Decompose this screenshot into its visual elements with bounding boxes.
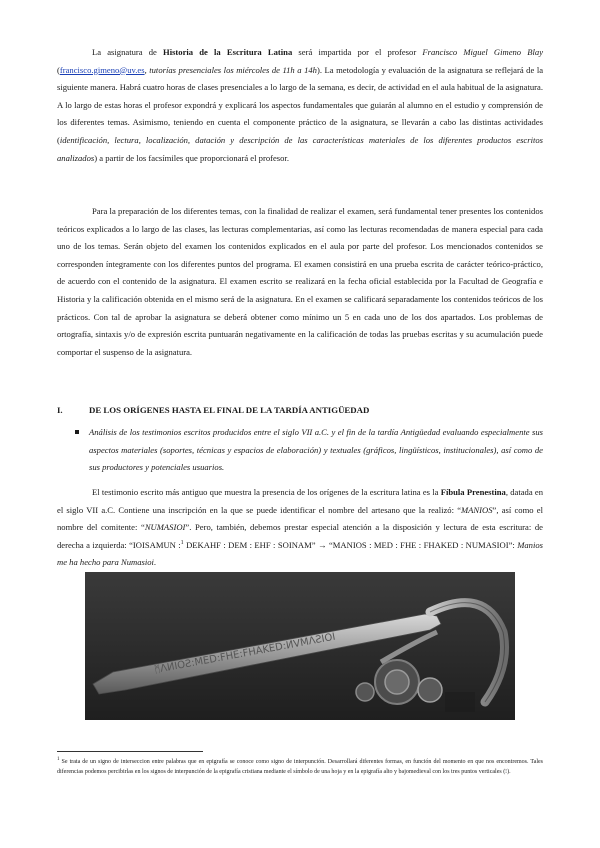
- footnote-number: 1: [57, 757, 60, 762]
- section-title: DE LOS ORÍGENES HASTA EL FINAL DE LA TARDÍA ANTIGÜEDAD: [89, 405, 370, 415]
- text-run: La asignatura de: [92, 47, 164, 57]
- bullet-text: Análisis de los testimonios escritos producidos entre el siglo VII a.C. y el fin de la tardía Antigüedad evaluando especialmente sus aspectos materiales (soportes, técnicas y espacios de elaboración) y textuales (gráficos, lingüísticos, institucionales), así como de sus productores y potenciales usuarios.: [89, 427, 543, 473]
- text-run: ”. Pero, también, debemos prestar especial atención a la disposición y lectura de esta escritura: de derecha a izquierda: “IOISAMUN :: [57, 522, 543, 550]
- activities-list: identificación, lectura, localización, datación y descripción de las características materiales de los diferentes productos escritos analizados: [57, 134, 543, 163]
- artisan-name: MANIOS: [461, 504, 493, 515]
- text-run: (: [57, 64, 60, 75]
- text-run: DEKAHF : DEM : EHF : SOINAM” → “MANIOS : MED : FHE : FHAKED : NUMASIOI”:: [183, 539, 518, 550]
- course-name: Historia de la Escritura Latina: [163, 47, 293, 57]
- square-bullet-icon: [75, 430, 79, 434]
- text-run: ”, así como el nombre del comitente: “: [57, 504, 543, 533]
- text-run: ). La metodología y evaluación de la asignatura se reflejará de la siguiente manera. Habrá cuatro horas de clases presenciales a lo largo de la semana, es decir, de actividad en el aula habitual de la asignatura. A lo largo de estas horas el profesor expondrá y explicará los aspectos fundamentales que guiarán al alumno en el estudio y comprensión de los diferentes temas. Asimismo, teniendo en cuenta el componente práctico de la asignatura, se llevarán a cabo las distintas actividades (: [57, 64, 544, 145]
- paragraph-fibula: [57, 484, 543, 572]
- footnote-divider: [57, 751, 203, 752]
- paragraph-methodology: [57, 44, 543, 167]
- fibula-name: Fíbula Prenestina: [440, 487, 506, 497]
- email-link[interactable]: francisco.gimeno@uv.es: [59, 64, 145, 75]
- footnote-text: Se trata de un signo de interseccion entre palabras que en epigrafía se conoce como signo de interpunción. Desarrollará diferentes formas, en función del momento en que nos encontremos. Tales diferencias podemos percibirlas en los signos de interpunción de la epigrafía cristiana mediante el símbolo de una hoja y en la epigrafía alto y bajomedieval con los tres puntos verticales (⁝).: [57, 759, 543, 776]
- text-run: será impartida por el profesor: [292, 47, 423, 57]
- bullet-item: [75, 424, 543, 477]
- fibula-photo: [85, 572, 515, 720]
- fibula-illustration: [85, 572, 515, 720]
- text-run: El testimonio escrito más antiguo que muestra la presencia de los orígenes de la escritura latina es la: [92, 487, 441, 497]
- footnote: [57, 757, 543, 778]
- inscription-text: ᛗΛИIOƧ:MED:FHE:FHAKED:ИVMΛƧIOI: [153, 631, 337, 676]
- footnote-reference[interactable]: 1: [180, 539, 184, 546]
- text-run: ) a partir de los facsímiles que proporcionará el profesor.: [94, 152, 289, 163]
- section-heading: [57, 403, 543, 417]
- inscription-translation: Manios me ha hecho para Numasioi: [57, 539, 543, 568]
- text-run: .: [153, 557, 157, 568]
- professor-name: Francisco Miguel Gimeno Blay: [422, 47, 544, 57]
- tutoring-schedule: tutorías presenciales los miércoles de 11h a 14h: [149, 64, 317, 75]
- text-run: ,: [144, 64, 150, 75]
- section-number: I.: [57, 405, 63, 415]
- paragraph-exam: Para la preparación de los diferentes temas, con la finalidad de realizar el examen, será fundamental tener presentes los contenidos teóricos explicados a lo largo de las clases, las lecturas complementarias, así como las lecturas recomendadas de manera especial para cada uno de los temas. Serán objeto del examen los contenidos explicados en el aula por parte del profesor. Los mencionados contenidos se corresponden íntegramente con los diferentes puntos del programa. El examen consistirá en una prueba escrita de carácter teórico-práctico, de acuerdo con el contenido de la asignatura. El examen escrito se realizará en la fecha oficial establecida por la Facultad de Geografía e Historia y la calificación obtenida en el mismo será de la asignatura. En el examen se calificará separadamente los contenidos teóricos de los prácticos. Con tal de aprobar la asignatura se deberá obtener como mínimo un 5 en cada uno de los dos apartados. Los problemas de ortografía, sintaxis y/o de expresión escrita puntuarán negativamente en la calificación de todas las pruebas escritas y su acumulación puede comportar el suspenso de la asignatura.: [57, 206, 543, 357]
- text-run: , datada en el siglo VII a.C. Contiene una inscripción en la que se puede identificar el nombre del artesano que la realizó: “: [57, 487, 544, 515]
- patron-name: NUMASIOI: [144, 522, 186, 533]
